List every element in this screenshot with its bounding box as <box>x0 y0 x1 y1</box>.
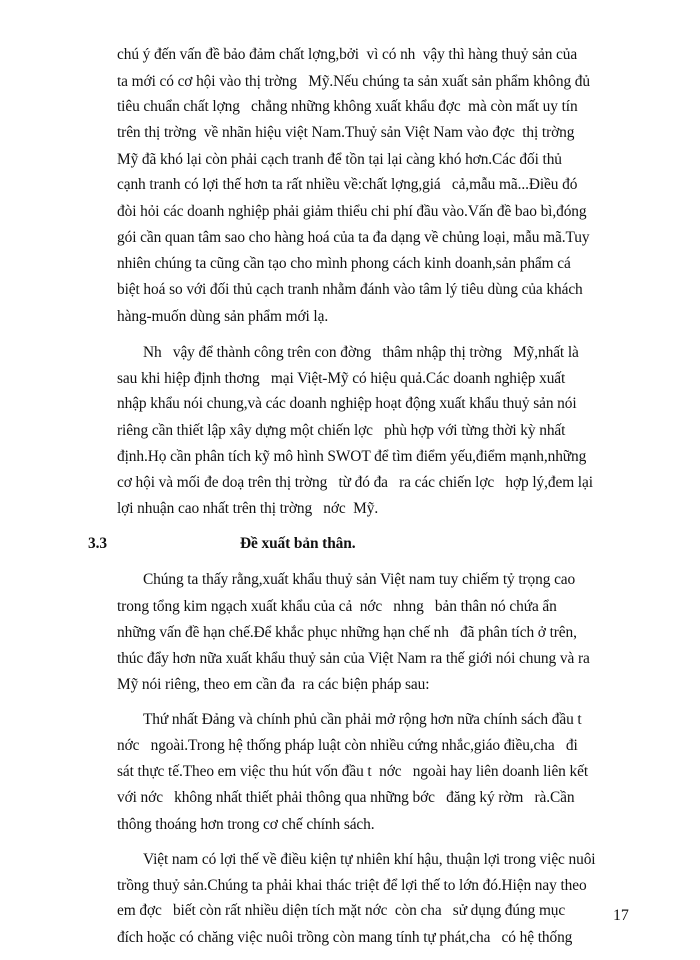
text-line: sát thực tế.Theo em việc thu hút vốn đầu t nớc ngoài hay liên doanh liên kết <box>117 763 589 781</box>
text-line: biệt hoá so với đối thủ cạch tranh nhằm đánh vào tâm lý tiêu dùng của khách <box>117 281 583 298</box>
section-title: Đề xuất bản thân. <box>240 535 356 553</box>
text-line: lợi nhuận cao nhất trên thị trờng nớc Mỹ. <box>117 499 379 517</box>
text-line: thúc đẩy hơn nữa xuất khẩu thuỷ sản của Việt Nam ra thế giới nói chung và ra <box>117 650 590 668</box>
text-line: Chúng ta thấy rằng,xuất khẩu thuỷ sản Việt nam tuy chiếm tỷ trọng cao <box>143 571 576 589</box>
page-number: 17 <box>613 907 629 924</box>
text-line: trồng thuỷ sản.Chúng ta phải khai thác triệt để lợi thế to lớn đó.Hiện nay theo <box>117 876 587 894</box>
text-line: sau khi hiệp định thơng mại Việt-Mỹ có hiệu quả.Các doanh nghiệp xuất <box>117 369 566 387</box>
text-line: nớc ngoài.Trong hệ thống pháp luật còn nhiều cứng nhắc,giáo điều,cha đi <box>117 736 578 754</box>
text-line: đích hoặc có chăng việc nuôi trồng còn mang tính tự phát,cha có hệ thống <box>117 929 573 946</box>
text-line: trên thị trờng về nhãn hiệu việt Nam.Thuỷ sản Việt Nam vào đợc thị trờng <box>117 124 575 141</box>
text-line: riêng cần thiết lập xây dựng một chiến lợc phù hợp với từng thời kỳ nhất <box>117 421 566 439</box>
text-line: cạnh tranh có lợi thế hơn ta rất nhiều về:chất lợng,giá cả,mẫu mã...Điều đó <box>117 176 578 194</box>
text-line: những vấn đề hạn chế.Để khắc phục những hạn chế nh đã phân tích ở trên, <box>117 623 577 641</box>
section-number: 3.3 <box>88 535 107 553</box>
text-line: em đợc biết còn rất nhiều diện tích mặt nớc còn cha sử dụng đúng mục <box>117 902 566 920</box>
text-line: hàng-muốn dùng sản phẩm mới lạ. <box>117 307 329 325</box>
text-line: đòi hỏi các doanh nghiệp phải giảm thiểu chi phí đầu vào.Vấn đề bao bì,đóng <box>117 203 587 220</box>
text-line: Mỹ đã khó lại còn phải cạch tranh để tồn tại lại càng khó hơn.Các đối thủ <box>117 150 562 168</box>
text-line: thông thoáng hơn trong cơ chế chính sách. <box>117 815 375 833</box>
text-line: trong tổng kim ngạch xuất khẩu của cả nớc nhng bản thân nó chứa ẩn <box>117 597 557 615</box>
text-line: tiêu chuẩn chất lợng chẳng những không xuất khẩu đợc mà còn mất uy tín <box>117 98 578 116</box>
text-line: ta mới có cơ hội vào thị trờng Mỹ.Nếu chúng ta sản xuất sản phẩm không đủ <box>117 72 590 90</box>
text-line: nhiên chúng ta cũng cần tạo cho mình phong cách kinh doanh,sản phẩm cá <box>117 255 571 273</box>
text-line: Thứ nhất Đảng và chính phủ cần phải mở rộng hơn nữa chính sách đầu t <box>143 711 582 729</box>
text-line: Nh vậy để thành công trên con đờng thâm nhập thị trờng Mỹ,nhất là <box>143 343 579 361</box>
text-line: Việt nam có lợi thế về điều kiện tự nhiên khí hậu, thuận lợi trong việc nuôi <box>143 851 596 868</box>
text-line: chú ý đến vấn đề bảo đảm chất lợng,bởi vì có nh vậy thì hàng thuỷ sản của <box>117 46 578 63</box>
text-line: định.Họ cần phân tích kỹ mô hình SWOT để tìm điểm yếu,điểm mạnh,những <box>117 447 587 465</box>
text-line: nhập khẩu nói chung,và các doanh nghiệp hoạt động xuất khẩu thuỷ sản nói <box>117 395 577 413</box>
text-line: với nớc không nhất thiết phải thông qua những bớc đăng ký rờm rà.Cần <box>117 789 575 807</box>
text-line: cơ hội và mối đe doạ trên thị trờng từ đó đa ra các chiến lợc hợp lý,đem lại <box>117 474 593 492</box>
text-line: Mỹ nói riêng, theo em cần đa ra các biện pháp sau: <box>117 675 430 693</box>
text-line: gói cần quan tâm sao cho hàng hoá của ta đa dạng về chủng loại, mẫu mã.Tuy <box>117 228 590 246</box>
